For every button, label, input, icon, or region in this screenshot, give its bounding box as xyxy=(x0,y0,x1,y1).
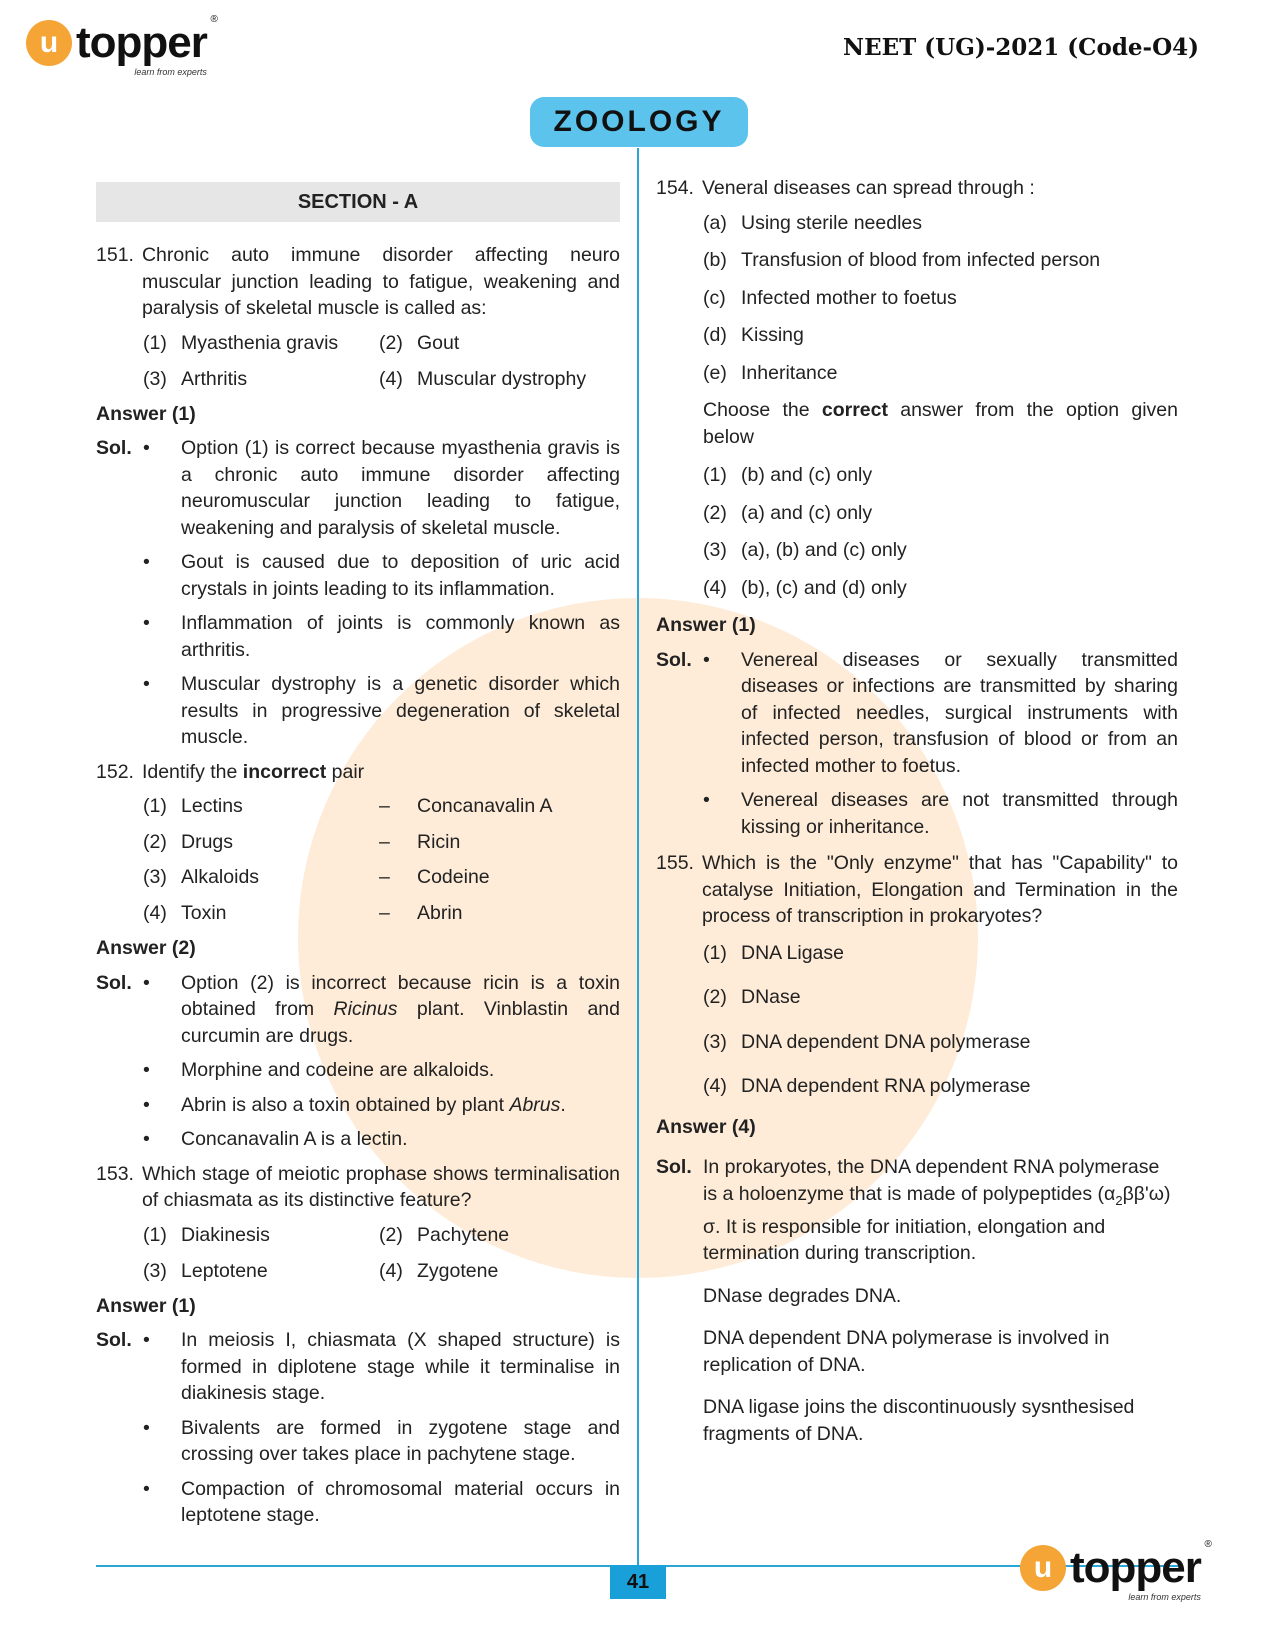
option-2: (2) (a) and (c) only xyxy=(703,501,873,524)
question-number: 154. xyxy=(656,177,694,199)
brand-logo-top xyxy=(26,14,217,77)
solution-bullet: • Morphine and codeine are alkaloids. xyxy=(143,1059,495,1081)
solution-label: Sol. xyxy=(656,1156,692,1178)
option-3: (3) DNA dependent DNA polymerase xyxy=(703,1030,1031,1053)
option-1: (1) Myasthenia gravis xyxy=(143,331,339,354)
brand-logo-mark: u xyxy=(1020,1545,1066,1591)
solution-label: Sol. xyxy=(656,648,692,671)
option-4: (4) DNA dependent RNA polymerase xyxy=(703,1075,1031,1097)
solution-label: Sol. xyxy=(96,971,132,994)
option-3: (3) Arthritis xyxy=(143,368,248,390)
exam-title: NEET (UG)-2021 (Code-O4) xyxy=(843,34,1199,61)
question-text: Veneral diseases can spread through : xyxy=(701,177,1035,199)
solution-bullet: Sol. • Option (2) is incorrect because ricin is a toxin obtained from Ricinus plant. Vinblastin and curcumin are drugs. xyxy=(96,970,620,1050)
left-column xyxy=(96,182,620,1537)
question-number: 152. xyxy=(96,760,134,783)
solution-label: Sol. xyxy=(96,437,132,459)
solution-paragraph: Sol. In prokaryotes, the DNA dependent RNA polymerase is a holoenzyme that is made of polypeptides $(\alpha_2\beta\beta'\omega)$ σ. It is responsible for initiation, elongation and termination during transcription. xyxy=(656,1154,1178,1267)
question-number: 153. xyxy=(96,1162,134,1185)
options xyxy=(656,462,1178,601)
brand-logo-bottom xyxy=(1020,1539,1211,1602)
pair-1: (1) Lectins – Concanavalin A xyxy=(143,795,553,817)
registered-mark: ® xyxy=(210,14,217,25)
answer: Answer (4) xyxy=(656,1115,756,1138)
solution-bullet: • Gout is caused due to deposition of uric acid crystals in joints leading to its inflammation. xyxy=(143,551,620,600)
question-154 xyxy=(656,175,1178,202)
answer: Answer (2) xyxy=(96,937,196,959)
option-1: (1) Diakinesis xyxy=(143,1223,270,1246)
options xyxy=(656,940,1178,1100)
question-text: Which is the "Only enzyme" that has "Capability" to catalyse Initiation, Elongation and Termination in the process of transcription in prokaryotes? xyxy=(701,852,1178,927)
option-3: (3) (a), (b) and (c) only xyxy=(703,539,907,561)
pair-3: (3) Alkaloids – Codeine xyxy=(143,866,490,888)
pair-2: (2) Drugs – Ricin xyxy=(143,830,461,853)
solution-bullet: Sol. • Venereal diseases or sexually transmitted diseases or infections are transmitted by sharing of infected needles, surgical instruments with infected person, transfusion of blood or from an infected mother to foetus. xyxy=(656,647,1178,780)
statement-list xyxy=(656,210,1178,387)
solution-bullet: • Concanavalin A is a lectin. xyxy=(143,1128,408,1150)
solution-paragraph: DNase degrades DNA. xyxy=(703,1284,902,1307)
solution-bullet: • Compaction of chromosomal material occurs in leptotene stage. xyxy=(143,1477,620,1526)
statement-b: (b) Transfusion of blood from infected person xyxy=(703,249,1101,271)
right-column xyxy=(656,175,1178,1447)
question-instruction: Choose the correct answer from the option given below xyxy=(703,399,1178,448)
solution-bullet: • Venereal diseases are not transmitted through kissing or inheritance. xyxy=(703,789,1178,838)
solution-bullet: Sol. • In meiosis I, chiasmata (X shaped structure) is formed in diplotene stage while it terminalise in diakinesis stage. xyxy=(96,1327,620,1407)
solution-bullet: • Muscular dystrophy is a genetic disorder which results in progressive degeneration of skeletal muscle. xyxy=(143,673,620,748)
options xyxy=(96,1222,620,1285)
brand-tagline: learn from experts xyxy=(134,67,207,77)
question-text: Identify the incorrect pair xyxy=(141,760,365,783)
option-4: (4) Muscular dystrophy xyxy=(379,368,587,390)
statement-c: (c) Infected mother to foetus xyxy=(703,286,957,309)
option-2: (2) Pachytene xyxy=(379,1223,510,1246)
brand-logo-mark: u xyxy=(26,20,72,66)
solution-paragraph: DNA dependent DNA polymerase is involved in replication of DNA. xyxy=(703,1327,1110,1376)
question-155 xyxy=(656,850,1178,930)
brand-name: topper xyxy=(1070,1543,1201,1592)
solution-bullet: Sol. • Option (1) is correct because myasthenia gravis is a chronic auto immune disorder affecting neuromuscular junction leading to fatigue, weakening and paralysis of skeletal muscle. xyxy=(96,435,620,541)
option-4: (4) (b), (c) and (d) only xyxy=(703,576,907,599)
solution-bullet: • Abrin is also a toxin obtained by plant Abrus. xyxy=(143,1093,566,1116)
question-text: Which stage of meiotic prophase shows terminalisation of chiasmata as its distinctive feature? xyxy=(141,1162,620,1211)
page-number: 41 xyxy=(610,1565,666,1599)
question-151 xyxy=(96,242,620,322)
question-number: 151. xyxy=(96,244,134,266)
option-1: (1) DNA Ligase xyxy=(703,941,844,964)
option-2: (2) Gout xyxy=(379,331,460,354)
solution-bullet: • Bivalents are formed in zygotene stage and crossing over takes place in pachytene stage. xyxy=(143,1416,620,1465)
pair-options xyxy=(96,793,620,926)
pair-4: (4) Toxin – Abrin xyxy=(143,901,463,924)
question-number: 155. xyxy=(656,852,694,874)
statement-a: (a) Using sterile needles xyxy=(703,211,923,234)
section-title: SECTION - A xyxy=(96,182,620,222)
question-text: Chronic auto immune disorder affecting neuro muscular junction leading to fatigue, weakening and paralysis of skeletal muscle is called as: xyxy=(141,244,620,319)
option-4: (4) Zygotene xyxy=(379,1260,499,1282)
option-2: (2) DNase xyxy=(703,986,801,1008)
question-153 xyxy=(96,1161,620,1214)
answer: Answer (1) xyxy=(656,614,756,636)
brand-tagline: learn from experts xyxy=(1128,1592,1201,1602)
subject-banner: ZOOLOGY xyxy=(530,97,748,147)
question-152 xyxy=(96,759,620,786)
solution-label: Sol. xyxy=(96,1329,132,1351)
registered-mark: ® xyxy=(1204,1539,1211,1550)
brand-name: topper xyxy=(76,18,207,67)
statement-e: (e) Inheritance xyxy=(703,361,838,384)
option-3: (3) Leptotene xyxy=(143,1260,268,1282)
answer: Answer (1) xyxy=(96,402,196,425)
option-1: (1) (b) and (c) only xyxy=(703,464,873,486)
options xyxy=(96,330,620,393)
column-divider xyxy=(637,148,639,1566)
statement-d: (d) Kissing xyxy=(703,324,804,346)
solution-bullet: • Inflammation of joints is commonly known as arthritis. xyxy=(143,612,620,661)
answer: Answer (1) xyxy=(96,1294,196,1317)
solution-paragraph: DNA ligase joins the discontinuously sysnthesised fragments of DNA. xyxy=(703,1396,1135,1445)
